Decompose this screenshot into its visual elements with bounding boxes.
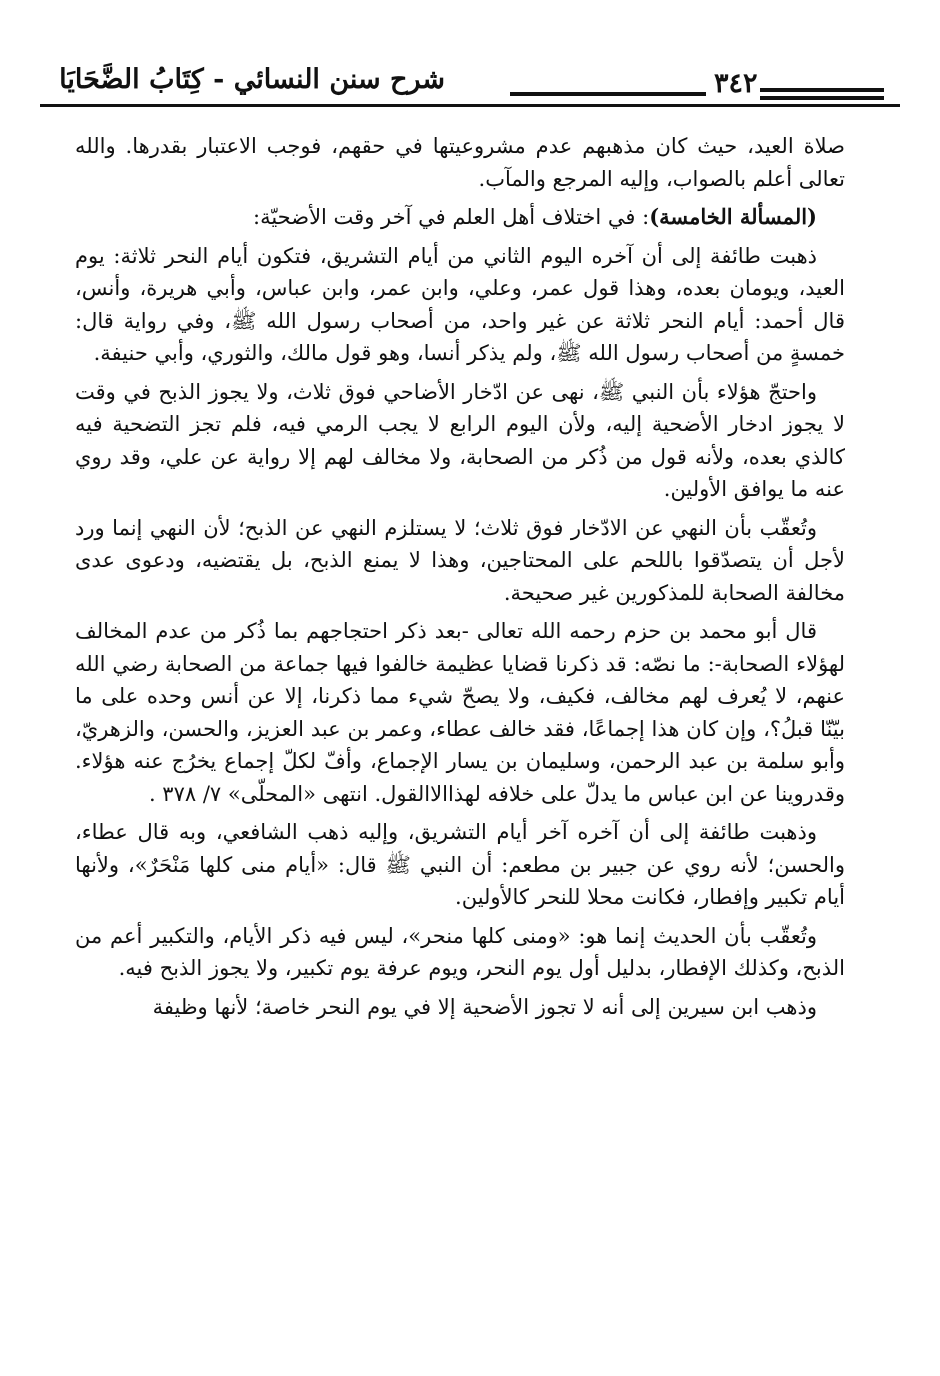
header-rule — [760, 96, 884, 100]
section-heading: (المسألة الخامسة) — [649, 204, 817, 229]
paragraph: صلاة العيد، حيث كان مذهبهم عدم مشروعيتها في حقهم، فوجب الاعتبار بقدرها. والله تعالى أعلم بالصواب، وإليه المرجع والمآب. — [75, 134, 845, 191]
paragraph: قال أبو محمد بن حزم رحمه الله تعالى -بعد ذكر احتجاجهم بما ذُكر من عدم المخالف لهؤلاء الصحابة-: ما نصّه: قد ذكرنا قضايا عظيمة خالفوا فيها جماعة من الصحابة رضي الله عنهم، لا يُعرف لهم مخالف، فكيف، ولا يصحّ شيء مما ذكرنا، إلا عن أنس وحده على ما بيّنّا قبلُ؟، وإن كان هذا إجماعًا، فقد خالف عطاء، وعمر بن عبد العزيز، والحسن، والزهريّ، وأبو سلمة بن عبد الرحمن، وسليمان بن يسار الإجماع، وأفّ لكلّ إجماع يخرُج عنه هؤلاء. وقدروينا عن ابن عباس ما يدلّ على خلافه لهذاالاالقول. انتهى «المحلّى» ٧/ ٣٧٨ . — [75, 619, 845, 806]
paragraph: وتُعقّب بأن النهي عن الادّخار فوق ثلاث؛ لا يستلزم النهي عن الذبح؛ لأن النهي إنما ورد لأجل أن يتصدّقوا باللحم على المحتاجين، وهذا لا يمنع الذبح، بل يقتضيه، ودعوى عدى مخالفة الصحابة للمذكورين غير صحيحة. — [75, 515, 845, 605]
page-number: ٣٤٢ — [714, 68, 758, 99]
paragraph: وذهبت طائفة إلى أن آخره آخر أيام التشريق، وإليه ذهب الشافعي، وبه قال عطاء، والحسن؛ لأنه روي عن جبير بن مطعم: أن النبي ﷺ قال: «أيام منى كلها مَنْحَرٌ»، ولأنها أيام تكبير وإفطار، فكانت محلا للنحر كالأولين. — [75, 820, 845, 909]
section-heading-text: : في اختلاف أهل العلم في آخر وقت الأضحيّة: — [253, 205, 650, 229]
running-title: شرح سنن النسائي - كِتَابُ الضَّحَايَا — [59, 64, 445, 95]
header-rule — [510, 92, 706, 96]
header-underline — [40, 104, 900, 107]
body-text — [75, 130, 845, 1029]
section-heading-paragraph — [75, 201, 845, 234]
paragraph: وذهب ابن سيرين إلى أنه لا تجوز الأضحية إلا في يوم النحر خاصة؛ لأنها وظيفة — [152, 994, 817, 1019]
paragraph: ذهبت طائفة إلى أن آخره اليوم الثاني من أيام التشريق، فتكون أيام النحر ثلاثة: يوم العيد، ويومان بعده، وهذا قول عمر، وعلي، وابن عمر، وابن عباس، وأبي هريرة، وأنس، قال أحمد: أيام النحر ثلاثة عن غير واحد، من أصحاب رسول الله ﷺ، وفي رواية قال: خمسةٍ من أصحاب رسول الله ﷺ، ولم يذكر أنسا، وهو قول مالك، والثوري، وأبي حنيفة. — [75, 243, 845, 365]
header-rule — [760, 88, 884, 92]
paragraph: واحتجّ هؤلاء بأن النبي ﷺ، نهى عن ادّخار الأضاحي فوق ثلاث، ولا يجوز الذبح في وقت لا يجوز ادخار الأضحية إليه، ولأن اليوم الرابع لا يجب الرمي فيه، فلم تجز التضحية فيه كالذي بعده، ولأنه قول من ذُكر من الصحابة، ولا مخالف لهم إلا رواية عن علي، وقد روي عنه ما يوافق الأولين. — [75, 379, 845, 501]
page-header — [40, 58, 900, 102]
paragraph: وتُعقّب بأن الحديث إنما هو: «ومنى كلها منحر»، ليس فيه ذكر الأيام، والتكبير أعم من الذبح، وكذلك الإفطار، بدليل أول يوم النحر، ويوم عرفة يوم تكبير، ولا يجوز الذبح فيه. — [75, 923, 845, 980]
